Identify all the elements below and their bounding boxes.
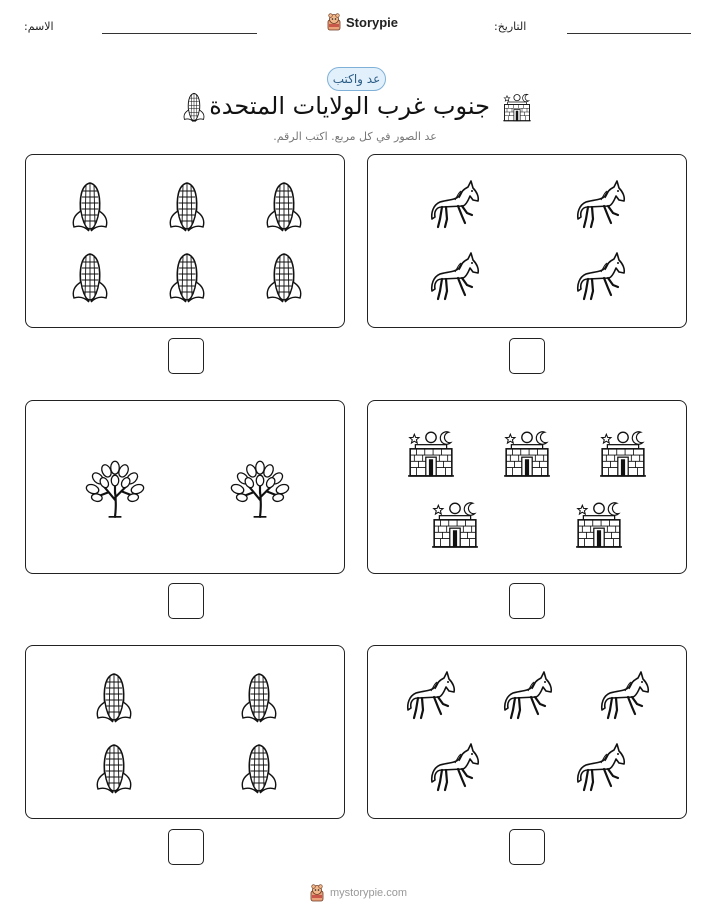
corn-icon	[94, 741, 134, 795]
corn-icon	[94, 670, 134, 724]
answer-box[interactable]	[168, 338, 204, 374]
corn-title-icon	[182, 91, 206, 123]
corn-icon	[167, 179, 207, 233]
counting-panel-pueblos	[367, 400, 687, 574]
footer-url[interactable]: mystorypie.com	[330, 887, 408, 899]
counting-panel-horses-2	[367, 645, 687, 819]
answer-box[interactable]	[509, 829, 545, 865]
brand-name: Storypie	[346, 14, 399, 30]
horse-icon	[428, 742, 480, 794]
corn-icon	[239, 670, 279, 724]
horse-icon	[598, 670, 650, 722]
counting-panel-trees	[25, 400, 345, 574]
corn-icon	[239, 741, 279, 795]
counting-panel-corn-1	[25, 154, 345, 328]
date-line[interactable]	[567, 33, 691, 34]
tree-icon	[84, 457, 146, 519]
horse-icon	[574, 742, 626, 794]
tree-icon	[229, 457, 291, 519]
corn-icon	[70, 179, 110, 233]
corn-icon	[167, 250, 207, 304]
storypie-mascot-icon	[308, 884, 326, 902]
pueblo-icon	[502, 428, 552, 478]
brand-logo	[325, 13, 398, 31]
horse-icon	[404, 670, 456, 722]
horse-icon	[428, 251, 480, 303]
horse-icon	[574, 251, 626, 303]
date-label: التاريخ:	[494, 20, 527, 33]
horse-icon	[501, 670, 553, 722]
footer	[308, 884, 407, 902]
storypie-mascot-icon	[325, 13, 343, 31]
page-title: جنوب غرب الولايات المتحدة	[209, 92, 490, 120]
pueblo-icon	[430, 499, 480, 549]
counting-panel-horses-1	[367, 154, 687, 328]
pueblo-icon	[598, 428, 648, 478]
horse-icon	[428, 179, 480, 231]
activity-badge: عد واكتب	[327, 67, 386, 91]
name-line[interactable]	[102, 33, 257, 34]
corn-icon	[264, 250, 304, 304]
instructions: عد الصور في كل مربع. اكتب الرقم.	[273, 130, 437, 143]
answer-box[interactable]	[168, 829, 204, 865]
pueblo-icon	[574, 499, 624, 549]
answer-box[interactable]	[509, 583, 545, 619]
corn-icon	[70, 250, 110, 304]
answer-box[interactable]	[509, 338, 545, 374]
name-label: الاسم:	[24, 20, 54, 33]
pueblo-title-icon	[502, 92, 532, 122]
corn-icon	[264, 179, 304, 233]
pueblo-icon	[406, 428, 456, 478]
counting-panel-corn-2	[25, 645, 345, 819]
horse-icon	[574, 179, 626, 231]
answer-box[interactable]	[168, 583, 204, 619]
